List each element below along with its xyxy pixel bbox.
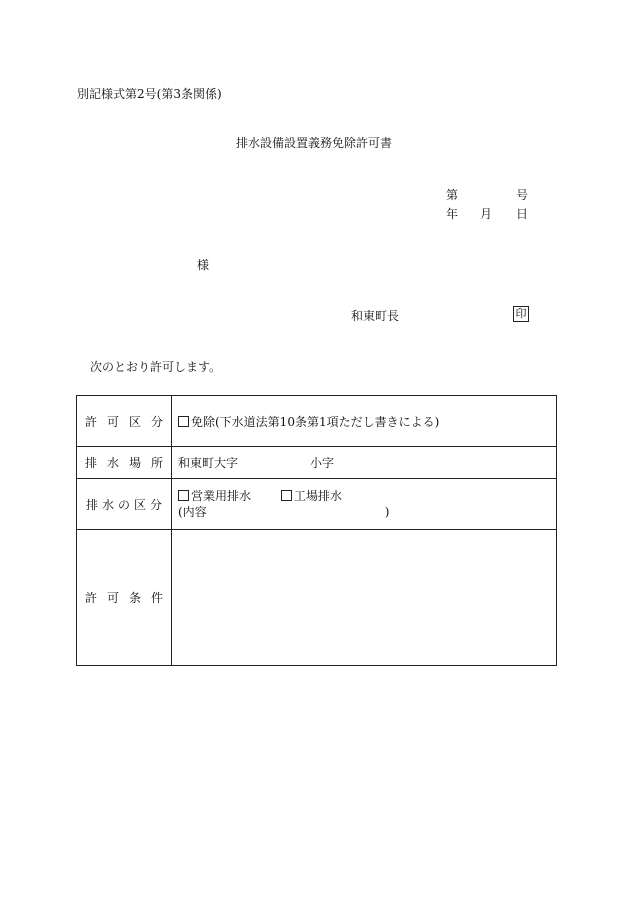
row-drainage-type xyxy=(77,479,557,530)
heading-char: 所 xyxy=(151,456,164,470)
heading-char: 水 xyxy=(101,497,114,512)
value-permit-category xyxy=(172,396,557,447)
addressee-honorific: 様 xyxy=(197,258,210,272)
row-drainage-location xyxy=(77,447,557,479)
heading-drainage-location xyxy=(77,447,172,479)
heading-char: 場 xyxy=(129,456,142,470)
seal-stamp-box: 印 xyxy=(513,306,529,322)
heading-char: 分 xyxy=(151,414,164,429)
heading-char: 許 xyxy=(84,414,97,429)
issuer-title: 和東町長 xyxy=(351,309,400,323)
oaza-label: 和東町大字 xyxy=(178,456,239,470)
heading-permit-category xyxy=(77,396,172,447)
date-month-label: 月 xyxy=(480,207,493,221)
row-permit-category xyxy=(77,396,557,447)
value-drainage-type xyxy=(172,479,557,530)
permit-number-prefix: 第 xyxy=(446,188,459,202)
heading-char: 水 xyxy=(106,456,119,470)
date-day-label: 日 xyxy=(516,207,529,221)
heading-char: 可 xyxy=(106,591,119,605)
permit-details-table xyxy=(76,395,557,666)
detail-close-paren: ) xyxy=(384,505,390,519)
commercial-drainage-checkbox[interactable] xyxy=(178,490,189,501)
row-permit-conditions xyxy=(77,530,557,666)
heading-char: 排 xyxy=(85,497,98,512)
form-number-label: 別記様式第2号(第3条関係) xyxy=(77,87,222,101)
heading-char: 件 xyxy=(151,591,164,605)
koaza-label: 小字 xyxy=(310,456,335,470)
heading-char: 区 xyxy=(129,414,142,429)
heading-char: 排 xyxy=(84,456,97,470)
commercial-drainage-label: 営業用排水 xyxy=(191,489,252,503)
heading-char: 条 xyxy=(129,591,142,605)
value-drainage-location xyxy=(172,447,557,479)
value-permit-conditions xyxy=(172,530,557,666)
intro-statement: 次のとおり許可します。 xyxy=(90,360,222,374)
heading-drainage-type xyxy=(77,479,172,530)
heading-char: 区 xyxy=(134,497,147,512)
heading-char: 許 xyxy=(84,591,97,605)
detail-open-label: (内容 xyxy=(178,505,207,519)
heading-permit-conditions xyxy=(77,530,172,666)
permit-number-suffix: 号 xyxy=(516,188,529,202)
heading-char: 分 xyxy=(150,497,163,512)
exemption-label: 免除(下水道法第10条第1項ただし書きによる) xyxy=(191,414,440,429)
exemption-checkbox[interactable] xyxy=(178,416,189,427)
document-title: 排水設備設置義務免除許可書 xyxy=(236,136,393,150)
factory-drainage-checkbox[interactable] xyxy=(281,490,292,501)
heading-char: の xyxy=(117,497,130,512)
heading-char: 可 xyxy=(106,414,119,429)
date-year-label: 年 xyxy=(446,207,459,221)
factory-drainage-label: 工場排水 xyxy=(294,489,343,503)
